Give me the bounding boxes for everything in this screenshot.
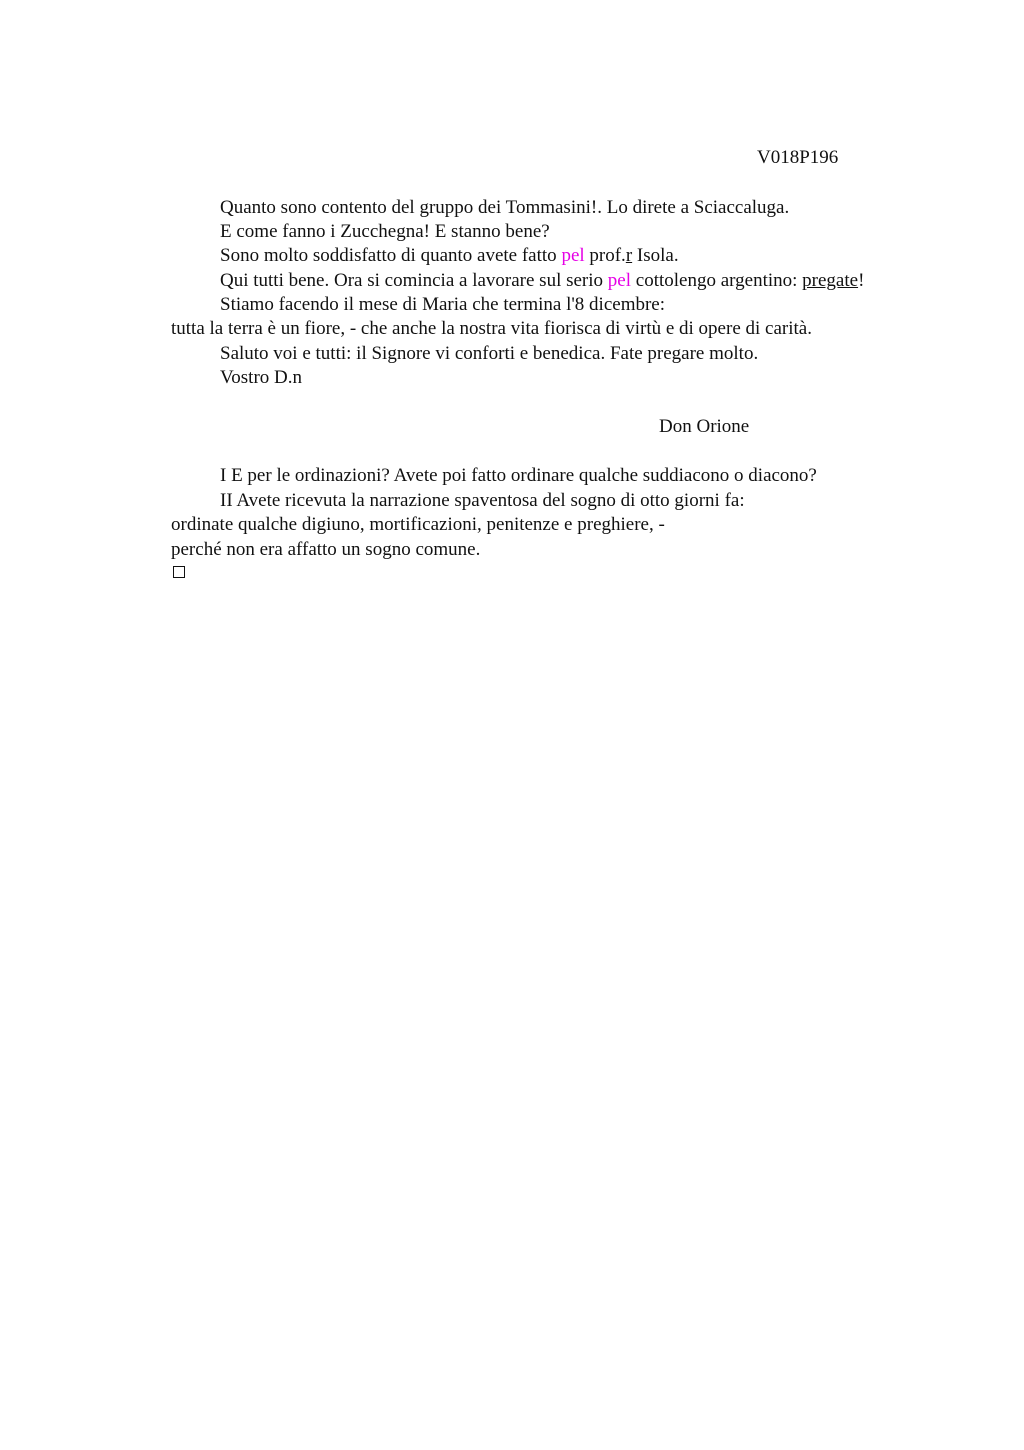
body-line-3	[220, 244, 679, 268]
closing: Vostro D.n	[220, 367, 302, 388]
text-segment: Sono molto soddisfatto di quanto avete fatto	[220, 245, 562, 266]
text-segment: Isola.	[632, 245, 679, 266]
postscript-2: II Avete ricevuta la narrazione spaventosa del sogno di otto giorni fa:	[220, 490, 745, 511]
body-line-6: tutta la terra è un fiore, - che anche la nostra vita fiorisca di virtù e di opere di carità.	[171, 318, 812, 339]
text-segment: prof.	[584, 245, 626, 266]
highlighted-word: pel	[607, 270, 632, 291]
text-segment: cottolengo argentino:	[631, 270, 803, 291]
postscript-1: I E per le ordinazioni? Avete poi fatto ordinare qualche suddiacono o diacono?	[220, 465, 817, 486]
postscript-2-continued: ordinate qualche digiuno, mortificazioni, penitenze e preghiere, -	[171, 514, 665, 535]
text-segment: !	[858, 270, 865, 291]
body-line-4	[220, 269, 864, 293]
body-line-5: Stiamo facendo il mese di Maria che termina l'8 dicembre:	[220, 294, 666, 315]
page-code: V018P196	[757, 147, 839, 168]
body-line-1: Quanto sono contento del gruppo dei Tommasini!. Lo direte a Sciaccaluga.	[220, 197, 790, 218]
body-line-7: Saluto voi e tutti: il Signore vi conforti e benedica. Fate pregare molto.	[220, 343, 759, 364]
body-line-2: E come fanno i Zucchegna! E stanno bene?	[220, 221, 550, 242]
underlined-abbreviation: r	[625, 245, 633, 266]
highlighted-word: pel	[561, 245, 585, 266]
end-marker-box-icon	[173, 566, 185, 578]
signature: Don Orione	[659, 416, 750, 437]
underlined-word: pregate	[802, 270, 859, 291]
postscript-2-final: perché non era affatto un sogno comune.	[171, 539, 481, 560]
text-segment: Qui tutti bene. Ora si comincia a lavorare sul serio	[220, 270, 608, 291]
